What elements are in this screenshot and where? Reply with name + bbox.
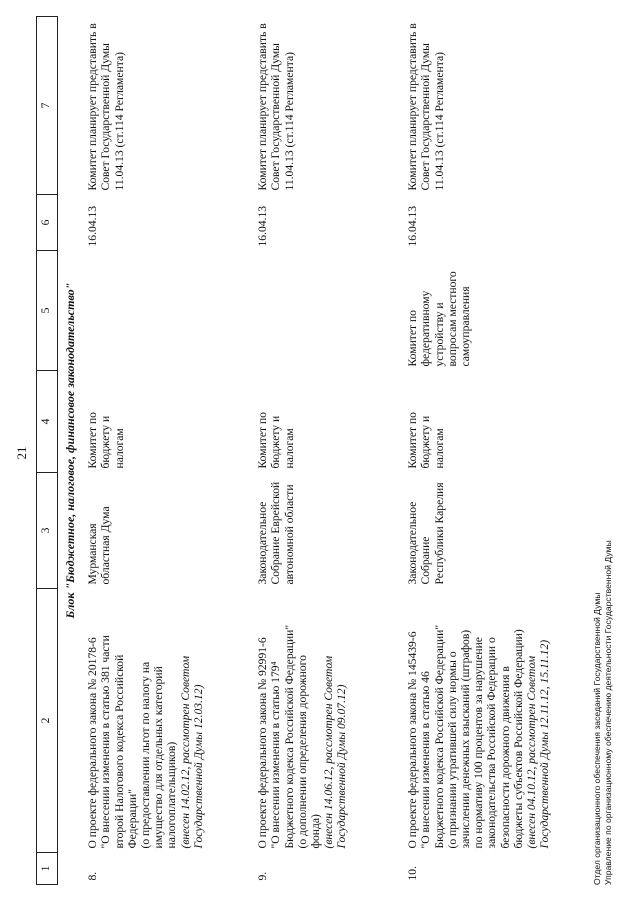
- row-number: 10.: [406, 866, 420, 881]
- co-committee: [253, 251, 403, 371]
- footer-line: Управление по организационному обеспечению деятельности Государственной Думы: [602, 540, 613, 885]
- bill-text-line: (о признании утратившей силу нормы о: [445, 651, 459, 849]
- bill-text-line: О проекте федерального закона № 145439-6: [406, 631, 420, 849]
- bill-text-line: (о предоставлении льгот по налогу на: [139, 661, 153, 849]
- bill-text-line: второй Налогового кодекса Российской: [112, 654, 126, 849]
- bill-description: [253, 589, 403, 853]
- table-row: [83, 17, 253, 885]
- initiator: Законодательное Собрание Еврейской автономной области: [256, 481, 296, 585]
- bill-note-line: Государственной Думы 12.11.12, 15.11.12): [538, 639, 552, 849]
- column-number: 2: [37, 589, 58, 853]
- bill-description: [83, 589, 253, 853]
- plan-note: Комитет планирует представить в Совет Государственной Думы 11.04.13 (ст.114 Регламента): [406, 23, 446, 191]
- initiator: Законодательное Собрание Республики Карелия: [406, 482, 446, 585]
- block-title: Блок "Бюджетное, налоговое, финансовое законодательство": [63, 282, 77, 619]
- bill-text-line: зачислении денежных взысканий (штрафов): [459, 629, 473, 849]
- date: 16.04.13: [86, 205, 100, 247]
- column-number: 7: [37, 17, 58, 195]
- plan-note: Комитет планирует представить в Совет Государственной Думы 11.04.13 (ст.114 Регламента): [86, 23, 126, 191]
- bill-text-line: по нормативу 100 процентов за нарушение: [472, 637, 486, 849]
- bill-note-line: Государственной Думы 09.07.12): [335, 684, 349, 849]
- bill-text-line: имущество для отдельных категорий: [152, 666, 166, 849]
- responsible-committee: Комитет по бюджету и налогам: [256, 412, 296, 469]
- bill-text-line: Бюджетного кодекса Российской Федерации": [432, 624, 446, 849]
- bill-text-line: "О внесении изменения в статью 179⁴: [269, 661, 283, 849]
- column-number: 5: [37, 251, 58, 371]
- row-number: 8.: [86, 871, 100, 881]
- bill-text-line: Бюджетного кодекса Российской Федерации": [282, 624, 296, 849]
- bill-text-line: О проекте федерального закона № 92991-6: [256, 637, 270, 849]
- column-number: 4: [37, 371, 58, 473]
- page-number: 21: [14, 446, 29, 460]
- table-row: [403, 17, 554, 885]
- bill-text-line: О проекте федерального закона № 20178-6: [86, 637, 100, 849]
- column-number: 6: [37, 195, 58, 251]
- plan-note: Комитет планирует представить в Совет Государственной Думы 11.04.13 (ст.114 Регламента): [256, 23, 296, 191]
- bill-text-line: фонда): [309, 814, 323, 849]
- bill-text-line: бюджеты субъектов Российской Федерации): [511, 629, 525, 849]
- responsible-committee: Комитет по бюджету и налогам: [86, 412, 126, 469]
- footer-line: Отдел организационного обеспечения заседаний Государственной Думы: [592, 592, 602, 885]
- bill-note-line: (внесен 04.10.12, рассмотрен Советом: [525, 655, 539, 849]
- agenda-table: [36, 16, 554, 885]
- bill-text-line: Федерации": [125, 789, 139, 849]
- row-number: 9.: [256, 871, 270, 881]
- table-row: [253, 17, 403, 885]
- bill-text-line: "О внесении изменения в статью 381 части: [99, 635, 113, 849]
- column-number-row: [37, 17, 58, 885]
- bill-note-line: (внесен 14.06.12, рассмотрен Советом: [322, 655, 336, 849]
- date: 16.04.13: [406, 205, 420, 247]
- bill-text-line: "О внесении изменения в статью 46: [419, 671, 433, 849]
- bill-description: [403, 589, 554, 853]
- date: 16.04.13: [256, 205, 270, 247]
- responsible-committee: Комитет по бюджету и налогам: [406, 412, 446, 469]
- column-number: 1: [37, 853, 58, 885]
- bill-text-line: (о дополнении определения дорожного: [295, 655, 309, 849]
- block-title-row: [58, 17, 84, 885]
- co-committee: Комитет по федеративному устройству и вопросам местного самоуправления: [406, 271, 473, 367]
- bill-note-line: Государственной Думы 12.03.12): [191, 684, 205, 849]
- footer: [592, 540, 613, 885]
- bill-text-line: законодательства Российской Федерации о: [485, 637, 499, 849]
- bill-text-line: налогоплательщиков): [165, 741, 179, 849]
- bill-note-line: (внесен 14.02.12, рассмотрен Советом: [178, 655, 192, 849]
- initiator: Мурманская областная Дума: [86, 506, 113, 585]
- column-number: 3: [37, 473, 58, 589]
- bill-text-line: безопасности дорожного движения в: [498, 666, 512, 849]
- co-committee: [83, 251, 253, 371]
